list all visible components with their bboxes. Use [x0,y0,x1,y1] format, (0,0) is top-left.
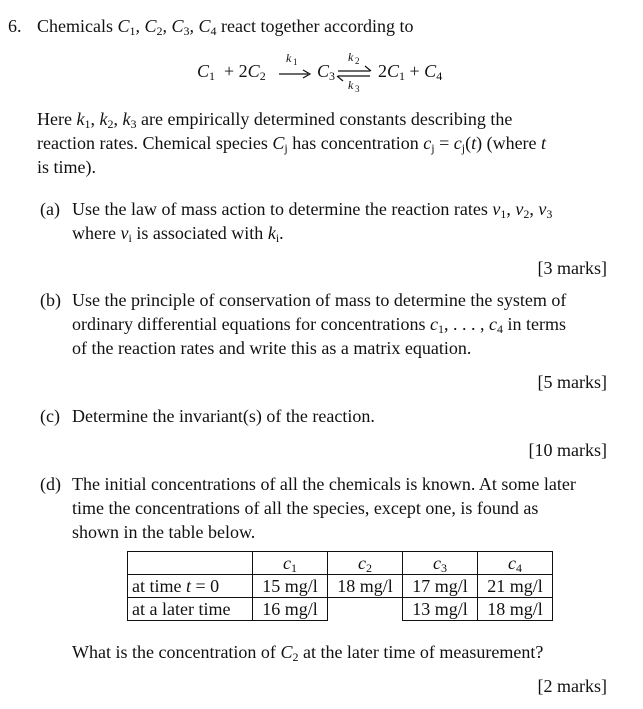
svg-text:k: k [348,78,354,92]
part-b-line-1: Use the principle of conservation of mass to determine the system of [72,290,567,310]
description-line-1: Here $k_1$, $k_2$, $k_3$ are empirically determined constants describing the [37,109,513,131]
part-b-marks: [5 marks] [537,372,607,392]
part-d-line-2: time the concentrations of all the species, except one, is found as [72,498,539,518]
table-cell: 13 mg/l [403,598,478,621]
intro-text: Chemicals [37,16,113,36]
part-d-line-3: shown in the table below. [72,522,256,542]
part-b-label: (b) [40,290,61,310]
table-header-c1: $c_1$ [253,552,328,575]
description-line-2: reaction rates. Chemical species $C_j$ has concentration $c_j = c_j(t)$ (where t [37,133,547,155]
part-a-marks: [3 marks] [537,258,607,278]
part-c-label: (c) [40,406,60,426]
part-d-question: What is the concentration of $C_2$ at the later time of measurement? [72,642,544,664]
part-a-label: (a) [40,199,60,219]
intro-species: $C_1$, $C_2$, $C_3$, $C_4$ [117,16,217,38]
reaction-rhs: $2C_1 + C_4$ [378,61,443,83]
table-cell: 15 mg/l [253,575,328,598]
part-a-line-2: where $v_i$ is associated with $k_i$. [72,223,284,245]
description-line-3: is time). [37,157,96,177]
intro-tail: react together according to [221,16,414,36]
reaction-lhs: $C_1$ [197,61,216,83]
table-row [128,598,553,621]
svg-text:k: k [348,50,354,64]
table-cell: 17 mg/l [403,575,478,598]
table-cell-empty [328,598,403,621]
table-cell: 18 mg/l [328,575,403,598]
part-c-line-1: Determine the invariant(s) of the reaction. [72,406,375,426]
table-header-c4: $c_4$ [478,552,553,575]
svg-text:3: 3 [355,84,360,94]
svg-text:1: 1 [293,57,298,67]
table-corner-cell [128,552,253,575]
part-d-marks: [2 marks] [537,676,607,696]
table-header-c2: $c_2$ [328,552,403,575]
concentration-table [127,551,553,621]
reaction-middle: $C_3$ [317,61,336,83]
part-b-line-2: ordinary differential equations for concentrations $c_1$, . . . , $c_4$ in terms [72,314,567,336]
table-cell: 21 mg/l [478,575,553,598]
reaction-equation: $C_1 + 2C_2$ [197,61,266,83]
table-cell: 16 mg/l [253,598,328,621]
table-row-label: at a later time [128,598,253,621]
table-header-row [128,552,553,575]
table-header-c3: $c_3$ [403,552,478,575]
part-d-label: (d) [40,474,61,494]
table-row [128,575,553,598]
equilibrium-arrow-icon [335,48,375,94]
svg-text:k: k [286,52,292,65]
table-row-label: at time t = 0 [128,575,253,598]
question-intro [37,14,413,38]
part-b-line-3: of the reaction rates and write this as a matrix equation. [72,338,472,358]
svg-text:2: 2 [355,56,360,66]
part-d-line-1: The initial concentrations of all the chemicals is known. At some later [72,474,576,494]
forward-arrow-icon [276,52,314,82]
question-number: 6. [8,16,22,36]
part-c-marks: [10 marks] [528,440,607,460]
part-a-line-1: Use the law of mass action to determine the reaction rates $v_1$, $v_2$, $v_3$ [72,199,553,221]
table-cell: 18 mg/l [478,598,553,621]
